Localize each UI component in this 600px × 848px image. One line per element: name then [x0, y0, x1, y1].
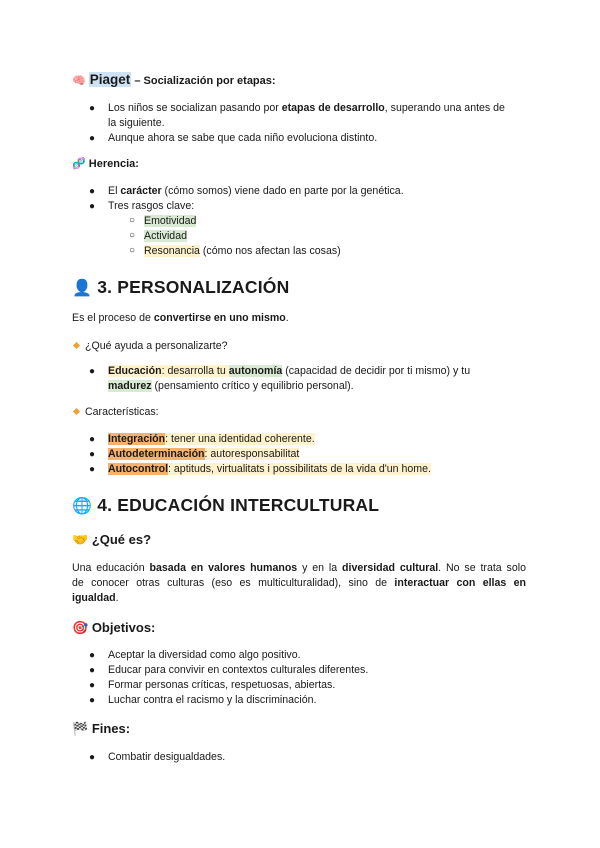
caracteristicas-list: [89, 432, 528, 477]
list-item: ● Autodeterminación: autoresponsabilitat: [89, 448, 300, 460]
trait-item: ○ Actividad: [129, 230, 187, 242]
que-es-paragraph: Una educación basada en valores humanos y en la diversidad cultural. No se trata solo de conocer otras culturas (eso es multiculturalidad), sino de interactuar con ellas en igualdad.: [72, 562, 527, 604]
diamond-bullet-icon: [73, 408, 80, 415]
herencia-heading: 🧬 Herencia:: [72, 158, 139, 170]
personalizacion-intro: Es el proceso de convertirse en uno mismo.: [72, 312, 289, 324]
brain-icon: 🧠: [72, 75, 86, 87]
list-item: ● Aunque ahora se sabe que cada niño evoluciona distinto.: [89, 132, 378, 144]
section-4-title: 🌐 4. EDUCACIÓN INTERCULTURAL: [72, 495, 380, 515]
list-item: ● Integración: tener una identidad coherente.: [89, 433, 315, 445]
person-icon: 👤: [72, 280, 93, 297]
list-item: ● Tres rasgos clave:: [89, 200, 195, 212]
dna-icon: 🧬: [72, 158, 86, 170]
list-item: ● Luchar contra el racismo y la discriminación.: [89, 694, 317, 706]
objetivos-list: [89, 648, 528, 708]
list-item-continuation: la siguiente.: [108, 117, 165, 129]
fines-list: [89, 750, 528, 765]
section-3-title: 👤 3. PERSONALIZACIÓN: [72, 277, 290, 297]
que-es-heading: 🤝 ¿Qué es?: [72, 532, 152, 547]
piaget-subtitle: – Socialización por etapas:: [131, 75, 276, 87]
piaget-list: [89, 101, 528, 146]
list-item: ● Educar para convivir en contextos culturales diferentes.: [89, 664, 369, 676]
handshake-icon: 🤝: [72, 532, 89, 547]
fines-heading: 🏁 Fines:: [72, 721, 131, 736]
objetivos-heading: 🎯 Objetivos:: [72, 620, 156, 635]
herencia-list: [89, 184, 528, 259]
trait-item: ○ Emotividad: [129, 215, 197, 227]
checkered-flag-icon: 🏁: [72, 721, 89, 736]
list-item: ● El carácter (cómo somos) viene dado en parte por la genética.: [89, 185, 404, 197]
list-item: ● Combatir desigualdades.: [89, 751, 226, 763]
question-ayuda: ¿Qué ayuda a personalizarte?: [74, 339, 228, 354]
list-item: ● Autocontrol: aptituds, virtualitats i possibilitats de la vida d'un home.: [89, 463, 431, 475]
target-icon: 🎯: [72, 620, 89, 635]
question-caracteristicas: Características:: [74, 405, 159, 420]
list-item: ● Aceptar la diversidad como algo positivo.: [89, 649, 301, 661]
piaget-heading: [72, 72, 276, 87]
list-item: ● Formar personas críticas, respetuosas, abiertas.: [89, 679, 336, 691]
piaget-name: Piaget: [89, 72, 131, 87]
diamond-bullet-icon: [73, 342, 80, 349]
list-item: ● Los niños se socializan pasando por etapas de desarrollo, superando una antes de: [89, 102, 505, 114]
globe-icon: 🌐: [72, 498, 93, 515]
educacion-item: ● Educación: desarrolla tu autonomía (capacidad de decidir por ti mismo) y tu madurez (pensamiento crítico y equilibrio personal).: [89, 365, 471, 392]
trait-item: ○ Resonancia (cómo nos afectan las cosas): [129, 245, 341, 257]
